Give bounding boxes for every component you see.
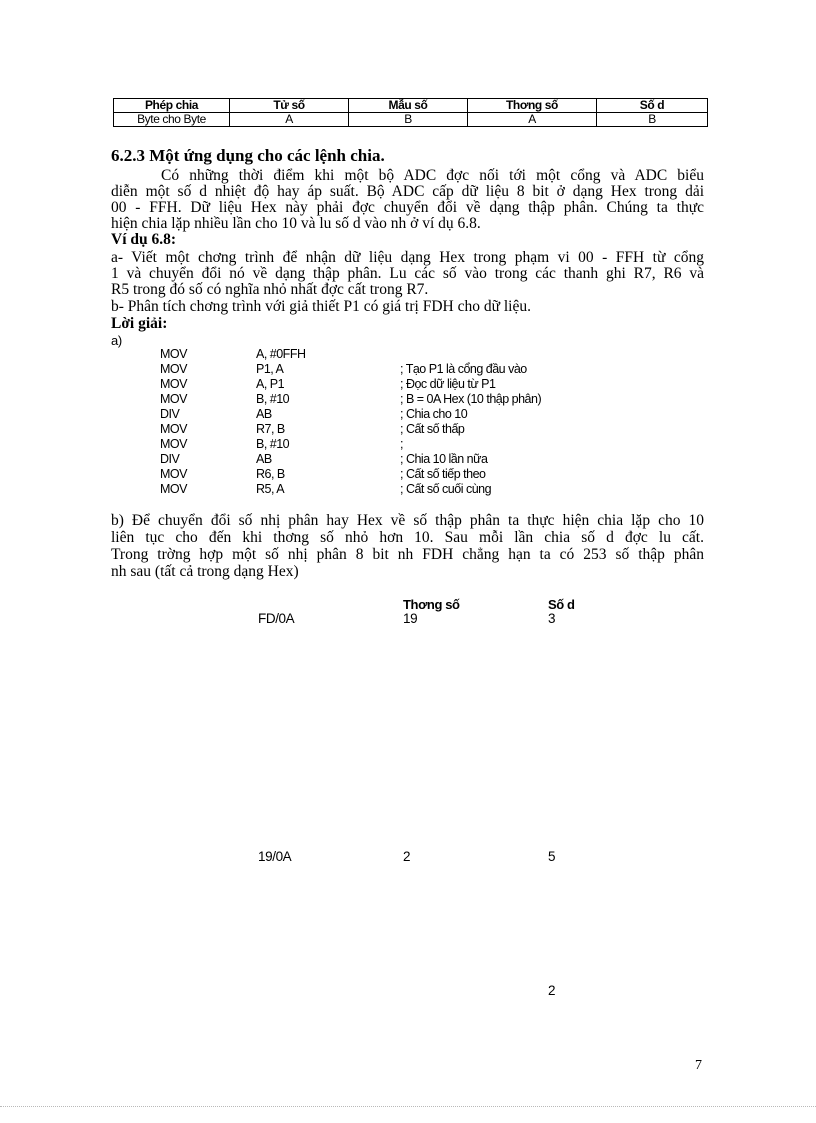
- part-b-line: nh sau (tất cả trong dạng Hex): [111, 563, 299, 580]
- code-opcode: DIV: [160, 452, 180, 466]
- intro-line: 00 - FFH. Dữ liệu Hex này phải đợc chuyển đổi về dạng thập phân. Chúng ta thực: [111, 199, 704, 216]
- part-b-line: b) Để chuyển đổi số nhị phân hay Hex về số thập phân ta thực hiện chia lặp cho 10: [111, 512, 704, 529]
- code-opcode: MOV: [160, 482, 187, 496]
- code-operand: AB: [256, 407, 272, 421]
- remainder-value: 2: [548, 983, 556, 998]
- task-line: b- Phân tích chơng trình với giả thiết P1 có giá trị FDH cho dữ liệu.: [111, 298, 531, 315]
- code-operand: R7, B: [256, 422, 285, 436]
- code-comment: ; Chia cho 10: [400, 407, 468, 421]
- remainder-value: 5: [548, 849, 556, 864]
- code-operand: P1, A: [256, 362, 284, 376]
- code-operand: A, P1: [256, 377, 285, 391]
- table-header: Tử số: [230, 99, 349, 113]
- code-comment: ; Cất số tiếp theo: [400, 467, 486, 481]
- solution-title: Lời giải:: [111, 315, 168, 332]
- code-opcode: MOV: [160, 422, 187, 436]
- table-row: [114, 113, 708, 127]
- table-header-row: [114, 99, 708, 113]
- division-expression: FD/0A: [258, 611, 295, 626]
- part-b-line: liên tục cho đến khi thơng số nhỏ hơn 10. Sau mỗi lần chia số d đợc lu cất.: [111, 529, 704, 546]
- page-number: 7: [695, 1058, 702, 1073]
- code-comment: ; Cất số thấp: [400, 422, 465, 436]
- code-comment: ; Tạo P1 là cổng đầu vào: [400, 362, 527, 376]
- table-header: Mẫu số: [349, 99, 468, 113]
- code-comment: ; B = 0A Hex (10 thập phân): [400, 392, 542, 406]
- code-comment: ; Cất số cuối cùng: [400, 482, 492, 496]
- intro-line: Có những thời điểm khi một bộ ADC đợc nối tới một cổng và ADC biểu: [161, 167, 704, 184]
- code-comment: ; Đọc dữ liệu từ P1: [400, 377, 496, 391]
- quotient-value: 19: [403, 611, 418, 626]
- table-cell: Byte cho Byte: [114, 113, 230, 127]
- table-header: Thơng số: [468, 99, 597, 113]
- code-comment: ;: [400, 437, 403, 451]
- table-cell: B: [597, 113, 708, 127]
- task-line: a- Viết một chơng trình để nhận dữ liệu dạng Hex trong phạm vi 00 - FFH từ cổng: [111, 249, 704, 266]
- code-opcode: MOV: [160, 392, 187, 406]
- division-expression: 19/0A: [258, 849, 292, 864]
- remainder-value: 3: [548, 611, 556, 626]
- intro-line: diễn một số d nhiệt độ hay áp suất. Bộ ADC cấp dữ liệu 8 bit ở dạng Hex trong dải: [111, 183, 704, 200]
- table-cell: A: [230, 113, 349, 127]
- code-opcode: MOV: [160, 347, 187, 361]
- quotient-value: 2: [403, 849, 411, 864]
- task-line: R5 trong đó số có nghĩa nhỏ nhất đợc cất trong R7.: [111, 281, 429, 298]
- code-opcode: MOV: [160, 362, 187, 376]
- division-table: [113, 98, 708, 127]
- code-opcode: MOV: [160, 377, 187, 391]
- code-opcode: DIV: [160, 407, 180, 421]
- table-cell: B: [349, 113, 468, 127]
- code-operand: AB: [256, 452, 272, 466]
- page-edge: [0, 1106, 816, 1108]
- example-title: Ví dụ 6.8:: [111, 231, 177, 248]
- quotient-header: Thơng số: [403, 597, 460, 612]
- intro-line: hiện chia lặp nhiều lần cho 10 và lu số d vào nh ở ví dụ 6.8.: [111, 215, 481, 232]
- table-header: Phép chia: [114, 99, 230, 113]
- remainder-header: Số d: [548, 597, 575, 612]
- code-operand: R6, B: [256, 467, 285, 481]
- section-title: 6.2.3 Một ứng dụng cho các lệnh chia.: [111, 146, 385, 165]
- table-cell: A: [468, 113, 597, 127]
- code-operand: A, #0FFH: [256, 347, 306, 361]
- code-opcode: MOV: [160, 437, 187, 451]
- task-line: 1 và chuyển đổi nó về dạng thập phân. Lu các số vào trong các thanh ghi R7, R6 và: [111, 265, 704, 282]
- code-comment: ; Chia 10 lần nữa: [400, 452, 488, 466]
- part-a-label: a): [111, 333, 122, 348]
- code-operand: B, #10: [256, 392, 290, 406]
- code-opcode: MOV: [160, 467, 187, 481]
- table-header: Số d: [597, 99, 708, 113]
- part-b-line: Trong trờng hợp một số nhị phân 8 bit nh FDH chẳng hạn ta có 253 số thập phân: [111, 546, 704, 563]
- code-operand: R5, A: [256, 482, 285, 496]
- code-operand: B, #10: [256, 437, 290, 451]
